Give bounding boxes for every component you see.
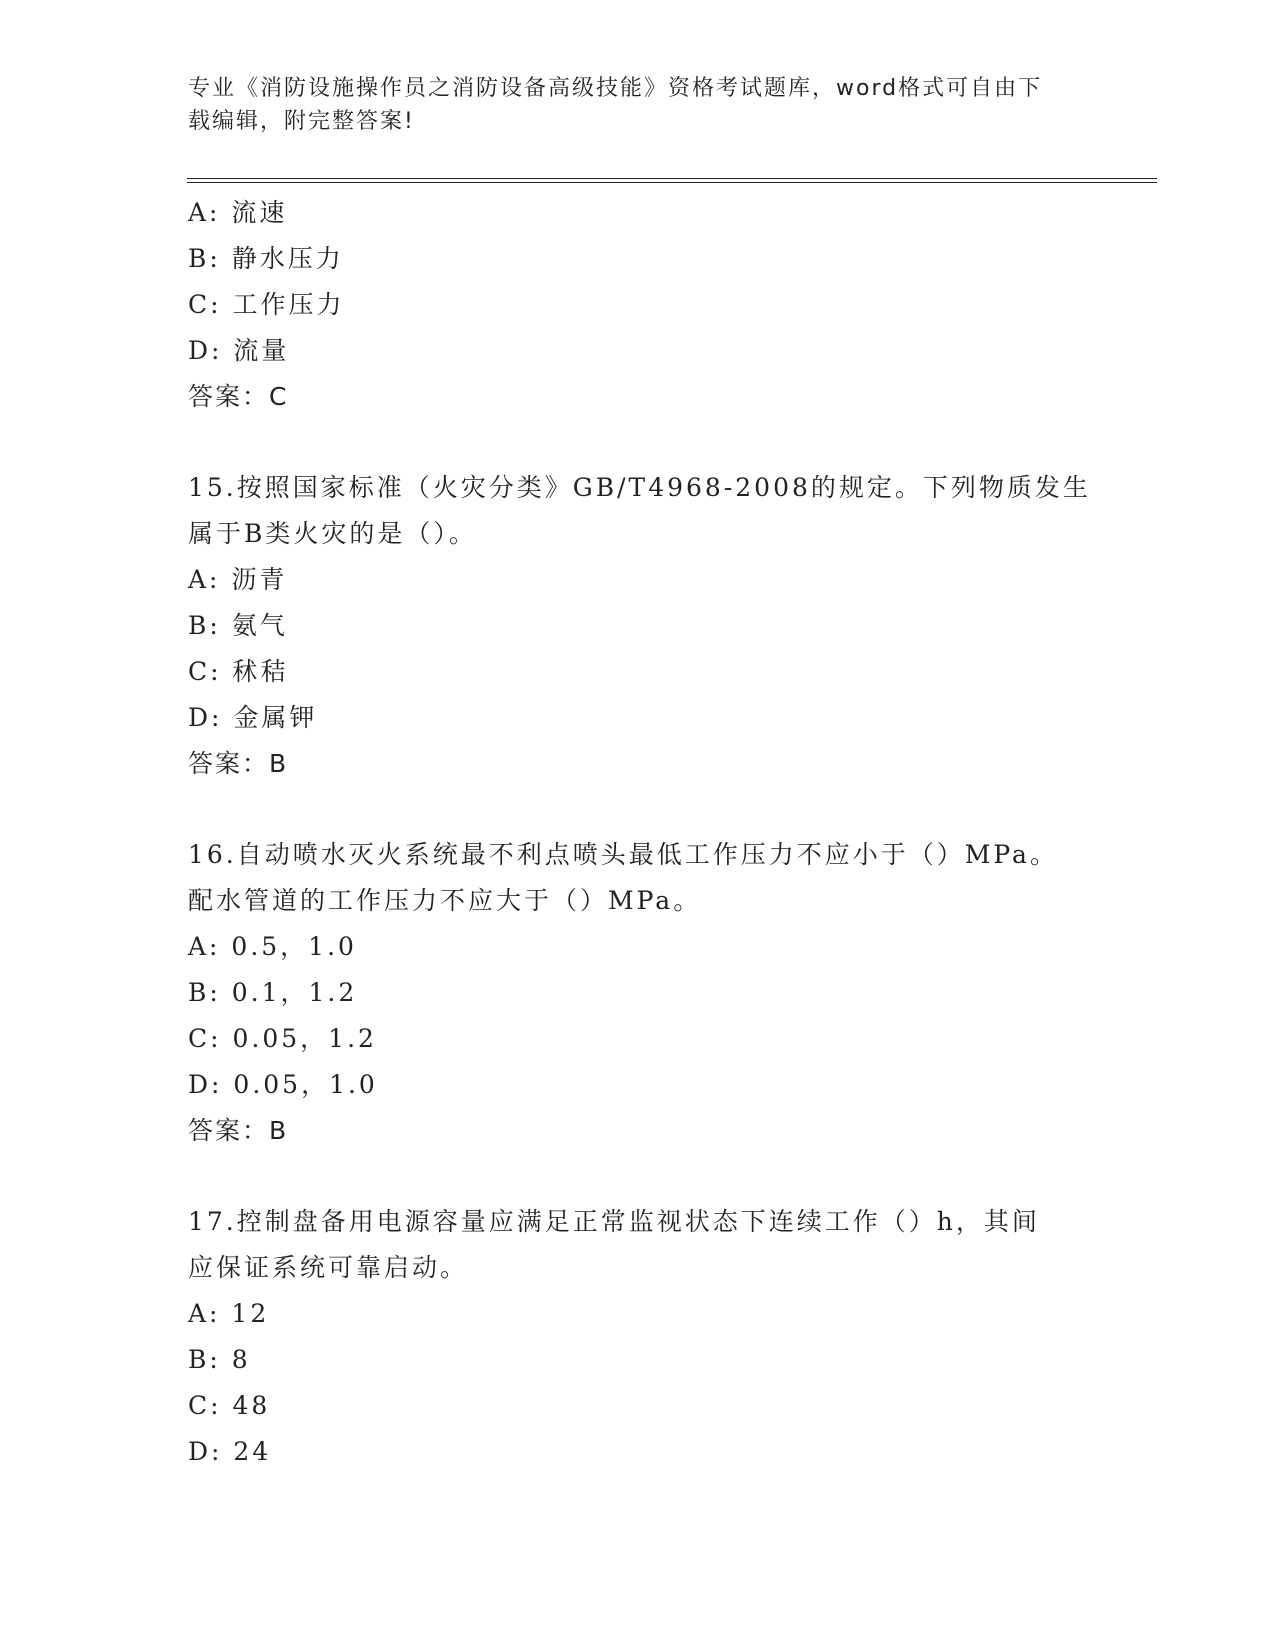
document-header <box>188 72 1088 138</box>
option-a: A: 沥青 <box>188 565 288 594</box>
option-a: A: 12 <box>188 1299 270 1328</box>
spacer <box>188 420 1088 465</box>
answer-line: 答案：B <box>188 1116 289 1145</box>
option-c: C: 工作压力 <box>188 290 345 319</box>
question-stem-line-1: 17.控制盘备用电源容量应满足正常监视状态下连续工作（）h，其间 <box>188 1207 1040 1236</box>
spacer <box>188 787 1088 832</box>
option-a: A: 流速 <box>188 198 288 227</box>
option-b: B: 0.1，1.2 <box>188 978 358 1007</box>
question-15 <box>188 465 1091 787</box>
question-stem-line-2: 配水管道的工作压力不应大于（）MPa。 <box>188 886 702 915</box>
option-b: B: 氨气 <box>188 611 288 640</box>
question-content <box>188 190 1091 1475</box>
answer-line: 答案：C <box>188 382 289 411</box>
option-d: D: 24 <box>188 1437 272 1466</box>
option-d: D: 流量 <box>188 336 290 365</box>
option-b: B: 静水压力 <box>188 244 344 273</box>
header-divider <box>187 178 1157 183</box>
answer-line: 答案：B <box>188 749 289 778</box>
option-a: A: 0.5，1.0 <box>188 932 357 961</box>
option-d: D: 金属钾 <box>188 703 318 732</box>
question-17 <box>188 1199 1088 1475</box>
question-stem-line-1: 15.按照国家标准（火灾分类》GB/T4968-2008的规定。下列物质发生 <box>188 473 1091 502</box>
option-b: B: 8 <box>188 1345 251 1374</box>
option-d: D: 0.05，1.0 <box>188 1070 378 1099</box>
header-line-1: 专业《消防设施操作员之消防设备高级技能》资格考试题库，word格式可自由下 <box>188 76 1043 101</box>
header-line-2: 载编辑，附完整答案! <box>188 109 415 134</box>
question-16 <box>188 832 1088 1154</box>
spacer <box>188 1154 1088 1199</box>
option-c: C: 48 <box>188 1391 271 1420</box>
question-partial <box>188 190 1088 420</box>
question-stem-line-2: 属于B类火灾的是（）。 <box>188 519 477 548</box>
option-c: C: 0.05，1.2 <box>188 1024 377 1053</box>
question-stem-line-1: 16.自动喷水灭火系统最不利点喷头最低工作压力不应小于（）MPa。 <box>188 840 1058 869</box>
question-stem-line-2: 应保证系统可靠启动。 <box>188 1253 469 1282</box>
option-c: C: 秫秸 <box>188 657 289 686</box>
